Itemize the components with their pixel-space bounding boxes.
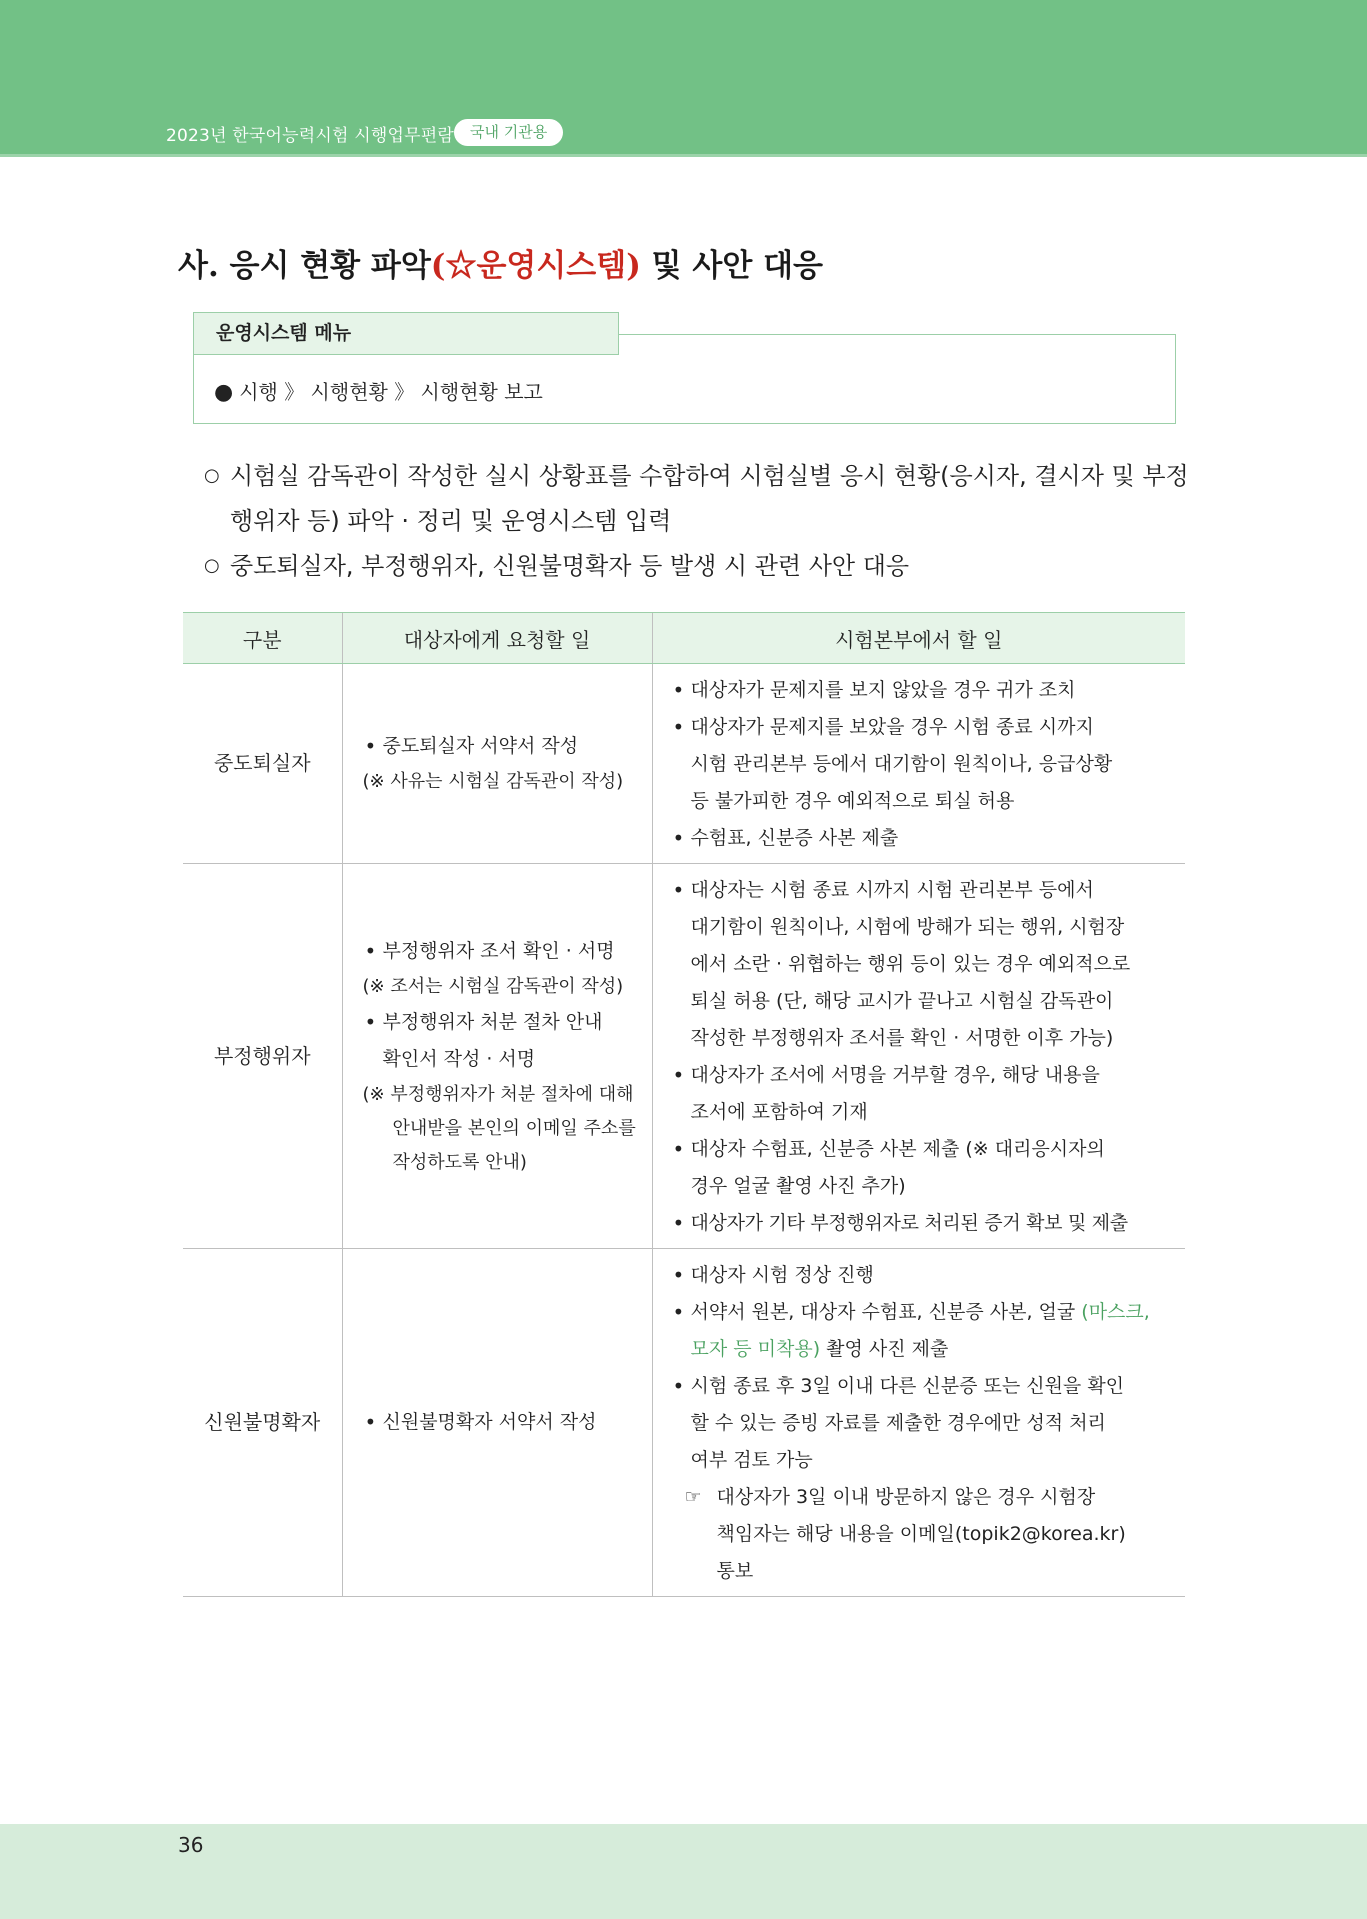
menu-tab-label: 운영시스템 메뉴 [193,312,619,355]
task-item: • 대상자 시험 정상 진행 [671,1257,1168,1294]
request-item: • 부정행위자 처분 절차 안내 [363,1004,651,1041]
table-row [183,664,1185,864]
task-pointer-continued: 책임자는 해당 내용을 이메일(topik2@korea.kr) [716,1523,1126,1545]
task-item-highlight: 모자 등 미착용) [690,1338,821,1360]
row-request [342,664,652,864]
task-item: • 시험 종료 후 3일 이내 다른 신분증 또는 신원을 확인 [671,1368,1168,1405]
page-header [0,0,1367,157]
table-header-task: 시험본부에서 할 일 [652,613,1185,664]
page-number: 36 [178,1833,204,1857]
bullet-icon: ● [214,380,234,405]
request-note: (※ 조서는 시험실 감독관이 작성) [362,975,624,997]
paragraph-2 [204,546,1204,581]
task-item: • 대상자가 문제지를 보았을 경우 시험 종료 시까지 [671,709,1168,746]
row-category: 부정행위자 [183,864,342,1249]
task-item-continued: 퇴실 허용 (단, 해당 교시가 끝나고 시험실 감독관이 [690,990,1114,1012]
task-pointer-text: 대상자가 3일 이내 방문하지 않은 경우 시험장 [716,1486,1096,1508]
section-title [178,240,823,285]
task-pointer-continued: 통보 [716,1560,754,1582]
task-item-highlight: (마스크, [1081,1301,1150,1323]
table-header-category: 구분 [183,613,342,664]
row-request [342,1249,652,1597]
request-item: • 신원불명확자 서약서 작성 [363,1404,651,1441]
page-footer [0,1824,1367,1919]
task-item-continued: 작성한 부정행위자 조서를 확인 · 서명한 이후 가능) [690,1027,1114,1049]
task-item: • 대상자 수험표, 신분증 사본 제출 (※ 대리응시자의 [671,1131,1168,1168]
row-category: 신원불명확자 [183,1249,342,1597]
request-item: • 부정행위자 조서 확인 · 서명 [363,933,651,970]
task-item: • 대상자는 시험 종료 시까지 시험 관리본부 등에서 [671,872,1168,909]
task-item-continued: 경우 얼굴 촬영 사진 추가) [690,1175,906,1197]
task-item-continued: 에서 소란 · 위협하는 행위 등이 있는 경우 예외적으로 [690,953,1131,975]
task-item-continued: 대기함이 원칙이나, 시험에 방해가 되는 행위, 시험장 [690,916,1125,938]
section-title-tail: 및 사안 대응 [640,248,823,284]
request-item-continued: 확인서 작성 · 서명 [382,1047,536,1070]
row-tasks [652,664,1185,864]
task-item-continued: 여부 검토 가능 [690,1449,813,1471]
circle-bullet-icon: ○ [204,465,220,486]
paragraph-2-text: 중도퇴실자, 부정행위자, 신원불명확자 등 발생 시 관련 사안 대응 [230,552,910,580]
row-tasks [652,864,1185,1249]
paragraph-1-line-1: 시험실 감독관이 작성한 실시 상황표를 수합하여 시험실별 응시 현황(응시자, 결시자 및 부정 [230,462,1189,490]
request-note-continued: 안내받을 본인의 이메일 주소를 [392,1117,636,1139]
pointing-hand-icon: ☞ [684,1486,702,1508]
section-title-main: 사. 응시 현황 파악 [178,248,431,284]
task-item: • 대상자가 문제지를 보지 않았을 경우 귀가 조치 [671,672,1168,709]
task-item-text: 촬영 사진 제출 [820,1338,949,1360]
row-category: 중도퇴실자 [183,664,342,864]
table-header-request: 대상자에게 요청할 일 [342,613,652,664]
task-item [671,1294,1168,1331]
task-pointer-note [671,1479,1168,1516]
task-item-continued: 등 불가피한 경우 예외적으로 퇴실 허용 [690,790,1015,812]
request-note-continued: 작성하도록 안내) [392,1151,527,1173]
task-item-continued: 조서에 포함하여 기재 [690,1101,868,1123]
task-item-continued: 할 수 있는 증빙 자료를 제출한 경우에만 성적 처리 [690,1412,1106,1434]
table-row [183,864,1185,1249]
menu-item [214,376,543,405]
paragraph-1-line-2: 행위자 등) 파악 · 정리 및 운영시스템 입력 [230,507,672,535]
row-request [342,864,652,1249]
paragraph-1 [204,456,1204,491]
circle-bullet-icon: ○ [204,555,220,576]
table-row [183,1249,1185,1597]
header-badge: 국내 기관용 [454,119,563,146]
request-note: (※ 부정행위자가 처분 절차에 대해 [362,1083,634,1105]
task-item: • 대상자가 기타 부정행위자로 처리된 증거 확보 및 제출 [671,1205,1168,1242]
task-item: • 대상자가 조서에 서명을 거부할 경우, 해당 내용을 [671,1057,1168,1094]
request-item: • 중도퇴실자 서약서 작성 [363,728,651,765]
request-note: (※ 사유는 시험실 감독관이 작성) [362,771,624,792]
task-item-text: 서약서 원본, 대상자 수험표, 신분증 사본, 얼굴 [690,1301,1082,1323]
table-header-row [183,613,1185,664]
menu-item-text: 시행 》 시행현황 》 시행현황 보고 [239,380,543,404]
procedure-table [183,612,1185,1597]
task-item-continued [671,1331,1168,1368]
header-title: 2023년 한국어능력시험 시행업무편람 [166,126,454,146]
task-item-continued: 시험 관리본부 등에서 대기함이 원칙이나, 응급상황 [690,753,1113,775]
section-title-highlight: (☆운영시스템) [430,248,641,284]
row-tasks [652,1249,1185,1597]
task-item: • 수험표, 신분증 사본 제출 [671,820,1168,857]
